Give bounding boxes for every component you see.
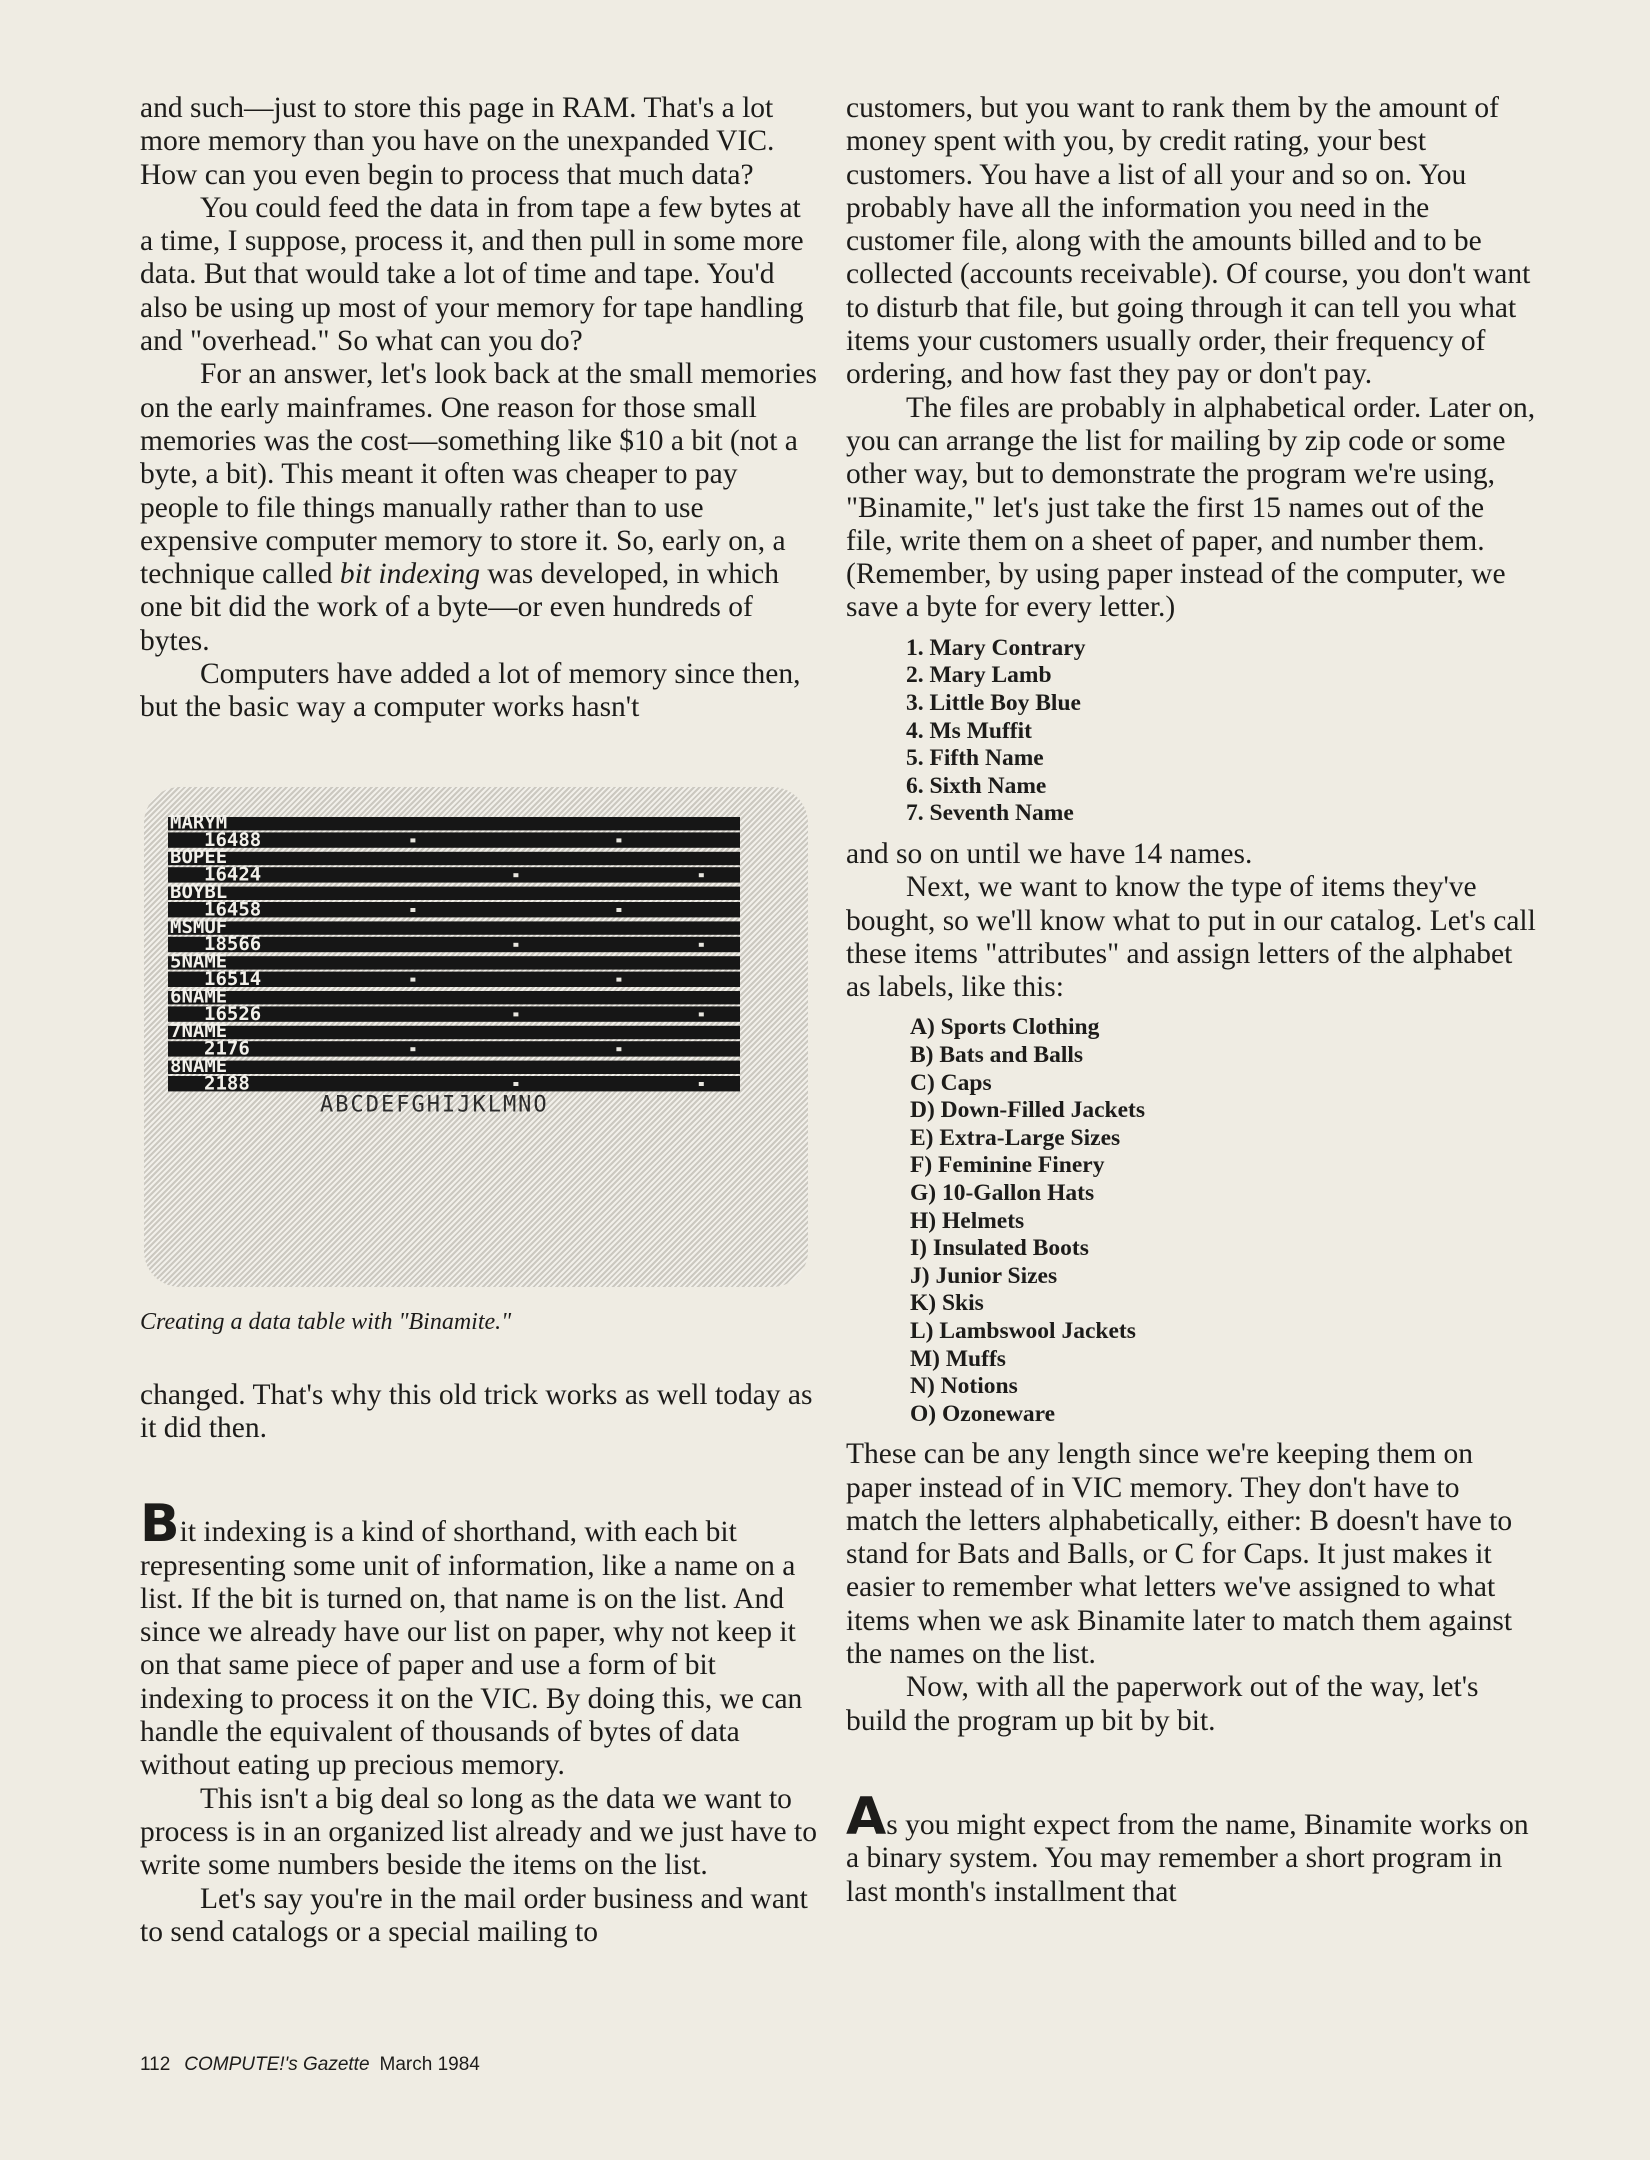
screenshot-figure [144, 787, 808, 1287]
bit-mark [513, 942, 518, 946]
list-item: 1. Mary Contrary [906, 634, 1086, 661]
list-item: 6. Sixth Name [906, 772, 1047, 799]
number-label: 18566 [204, 932, 262, 955]
issue-date: March 1984 [379, 2054, 480, 2075]
number-label: 16514 [204, 967, 262, 990]
paragraph: For an answer, let's look back at the small memories on the early mainframes. One reason for those small memories was the cost—something like $10 a bit (not a byte, a bit). This meant it often was cheaper to pay people to file things manually rather than to use expensive computer memory to store it. So, early on, a technique called bit indexing was developed, in which one bit did the work of a byte—or even hundreds of bytes. [140, 358, 817, 657]
bit-mark [699, 873, 704, 877]
list-item: D) Down-Filled Jackets [910, 1097, 1145, 1124]
publication-name: COMPUTE!'s Gazette [184, 2054, 370, 2075]
list-item: I) Insulated Boots [910, 1235, 1089, 1262]
name-label: MARYM [170, 811, 228, 834]
name-label: 7NAME [170, 1019, 228, 1042]
bit-mark [513, 1082, 518, 1086]
list-item: F) Feminine Finery [910, 1152, 1105, 1179]
drop-cap: B [140, 1494, 180, 1555]
number-label: 16488 [204, 828, 262, 851]
emphasis-term: bit indexing [339, 558, 480, 591]
paragraph: and so on until we have 14 names. [846, 837, 1253, 870]
list-item: J) Junior Sizes [910, 1262, 1058, 1289]
list-item: 4. Ms Muffit [906, 717, 1032, 744]
list-item: A) Sports Clothing [910, 1014, 1100, 1041]
data-bar [168, 1076, 740, 1091]
paragraph: As you might expect from the name, Binamite works on a binary system. You may remember a short program in last month's installment that [846, 1786, 1529, 1908]
list-item: 3. Little Boy Blue [906, 689, 1081, 716]
bit-mark [616, 838, 621, 842]
list-item: M) Muffs [910, 1345, 1006, 1372]
vic-screen-image [144, 787, 808, 1287]
bit-mark [410, 838, 415, 842]
list-item: C) Caps [910, 1069, 992, 1096]
data-bar [168, 1041, 740, 1056]
number-label: 2176 [204, 1037, 250, 1060]
list-item: B) Bats and Balls [910, 1041, 1084, 1068]
page-number: 112 [140, 2054, 171, 2075]
number-label: 2188 [204, 1072, 250, 1095]
list-item: G) 10-Gallon Hats [910, 1179, 1095, 1206]
drop-cap: A [846, 1786, 887, 1847]
list-item: O) Ozoneware [910, 1400, 1056, 1427]
list-item: N) Notions [910, 1373, 1018, 1400]
bit-mark [410, 908, 415, 912]
list-item: 5. Fifth Name [906, 745, 1044, 772]
paragraph: Computers have added a lot of memory since then, but the basic way a computer works hasn't [140, 658, 801, 724]
list-item: 7. Seventh Name [906, 800, 1074, 827]
left-column [140, 92, 820, 1949]
paragraph: Let's say you're in the mail order business and want to send catalogs or a special mailing to [140, 1882, 808, 1948]
bit-mark [616, 1047, 621, 1051]
data-bar [168, 1060, 740, 1073]
name-label: BOYBL [170, 880, 228, 903]
paragraph: Now, with all the paperwork out of the way, let's build the program up bit by bit. [846, 1671, 1479, 1737]
bit-mark [410, 977, 415, 981]
name-label: MSMUF [170, 915, 228, 938]
bit-mark [410, 1047, 415, 1051]
paragraph: and such—just to store this page in RAM. That's a lot more memory than you have on the unexpanded VIC. How can you even begin to process that much data? [140, 92, 775, 191]
name-label: 5NAME [170, 950, 228, 973]
list-item: 2. Mary Lamb [906, 662, 1052, 689]
figure-caption: Creating a data table with "Binamite." [140, 1308, 512, 1335]
bit-mark [513, 1012, 518, 1016]
data-bar [168, 1025, 740, 1038]
paragraph: changed. That's why this old trick works as well today as it did then. [140, 1378, 813, 1444]
attribute-letters: ABCDEFGHIJKLMNO [320, 1092, 549, 1118]
name-label: BOPEE [170, 845, 228, 868]
paragraph: Bit indexing is a kind of shorthand, with each bit representing some unit of information, like a name on a list. If the bit is turned on, that name is on the list. And since we already have our list on paper, why not keep it on that same piece of paper and use a form of bit indexing to process it on the VIC. By doing this, we can handle the equivalent of thousands of bytes of data without eating up precious memory. [140, 1494, 803, 1782]
list-item: L) Lambswool Jackets [910, 1317, 1136, 1344]
paragraph: Next, we want to know the type of items they've bought, so we'll know what to put in our catalog. Let's call these items "attributes" and assign letters of the alphabet as labels, like this: [846, 871, 1536, 1004]
paragraph: The files are probably in alphabetical order. Later on, you can arrange the list for mailing by zip code or some other way, but to demonstrate the program we're using, "Binamite," let's just take the first 15 names out of the file, write them on a sheet of paper, and number them. (Remember, by using paper instead of the computer, we save a byte for every letter.) [846, 391, 1536, 624]
number-label: 16526 [204, 1002, 262, 1025]
bit-mark [699, 1012, 704, 1016]
name-label: 6NAME [170, 985, 228, 1008]
paragraph: customers, but you want to rank them by the amount of money spent with you, by credit rating, your best customers. You have a list of all your and so on. You probably have all the information you need in the customer file, along with the amounts billed and to be collected (accounts receivable). Of course, you don't want to disturb that file, but going through it can tell you what items your customers usually order, their frequency of ordering, and how fast they pay or don't pay. [846, 92, 1531, 391]
right-column [846, 92, 1536, 1909]
bit-mark [616, 977, 621, 981]
list-item: E) Extra-Large Sizes [910, 1124, 1121, 1151]
page-footer [140, 2054, 480, 2076]
name-label: 8NAME [170, 1054, 228, 1077]
bit-mark [513, 873, 518, 877]
number-label: 16458 [204, 898, 262, 921]
list-item: H) Helmets [910, 1207, 1025, 1234]
paragraph: You could feed the data in from tape a few bytes at a time, I suppose, process it, and then pull in some more data. But that would take a lot of time and tape. You'd also be using up most of your memory for tape handling and "overhead." So what can you do? [140, 191, 804, 358]
paragraph: This isn't a big deal so long as the data we want to process is in an organized list already and we just have to write some numbers beside the items on the list. [140, 1782, 817, 1882]
list-item: K) Skis [910, 1290, 984, 1317]
bit-mark [699, 942, 704, 946]
bit-mark [699, 1082, 704, 1086]
paragraph: These can be any length since we're keeping them on paper instead of in VIC memory. They don't have to match the letters alphabetically, either: B doesn't have to stand for Bats and Balls, or C for Caps. It just makes it easier to remember what letters we've assigned to what items when we ask Binamite later to match them against the names on the list. [846, 1438, 1513, 1671]
bit-mark [616, 908, 621, 912]
number-label: 16424 [204, 863, 262, 886]
